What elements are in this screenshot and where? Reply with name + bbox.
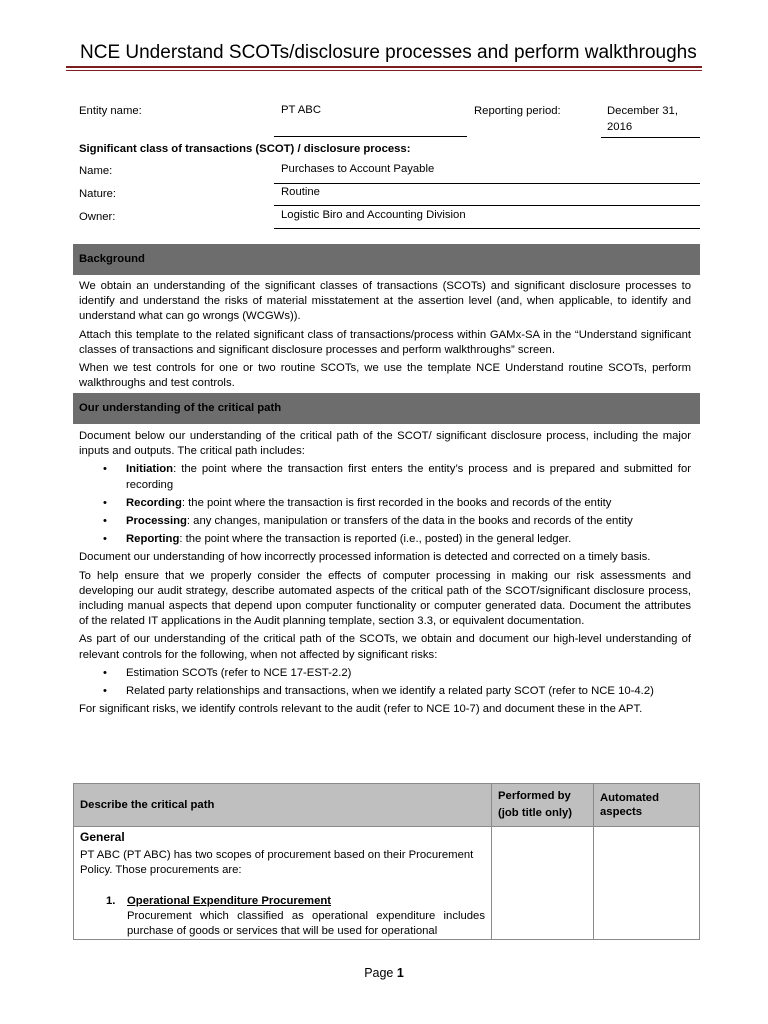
- item-title: Operational Expenditure Procurement: [127, 894, 332, 907]
- background-paragraph-3: When we test controls for one or two routine SCOTs, we use the template NCE Understand routine SCOTs, perform walkthroughs and test controls.: [79, 362, 691, 390]
- item-number: 1.: [106, 894, 116, 907]
- list-item: • Related party relationships and transactions, when we identify a related party SCOT (refer to NCE 10-4.2): [79, 684, 691, 699]
- critical-path-cell[interactable]: [74, 827, 492, 940]
- critical-path-list: [79, 462, 691, 547]
- entity-name-value: PT ABC: [281, 104, 321, 116]
- table-header-row: [74, 784, 700, 827]
- reporting-period-line2: 2016: [607, 120, 633, 133]
- reporting-period-label: Reporting period:: [474, 105, 561, 117]
- scot-owner-value: Logistic Biro and Accounting Division: [281, 209, 466, 221]
- scot-heading: Significant class of transactions (SCOT) / disclosure process:: [79, 143, 411, 155]
- background-paragraph-2: Attach this template to the related significant class of transactions/process within GAMx-SA in the “Understand significant classes of transactions and significant disclosure processes and perform walkthroughs” screen.: [79, 328, 691, 356]
- background-paragraph-1: We obtain an understanding of the significant classes of transactions (SCOTs) and significant disclosure processes to identify and understand the risks of material misstatement at the assertion level (and, when applicable, to identify and understand what can go wrongs (WCGWs)).: [79, 280, 691, 323]
- critical-path-section: [79, 429, 691, 720]
- relevant-controls-paragraph: As part of our understanding of the critical path of the SCOTs, we obtain and document our high-level understanding of relevant controls for the following, when not affected by significant risks:: [79, 633, 691, 661]
- detect-paragraph: Document our understanding of how incorrectly processed information is detected and corrected on a timely basis.: [79, 551, 651, 564]
- general-text: PT ABC (PT ABC) has two scopes of procurement based on their Procurement Policy. Those procurements are:: [80, 849, 474, 877]
- list-item: • Initiation: the point where the transaction first enters the entity’s process and is prepared and submitted for recording: [79, 462, 691, 492]
- critical-path-intro: Document below our understanding of the critical path of the SCOT/ significant disclosure process, including the major inputs and outputs. The critical path includes:: [79, 430, 691, 458]
- critical-path-table: [73, 783, 700, 940]
- list-item: • Processing: any changes, manipulation or transfers of the data in the books and records of the entity: [79, 514, 691, 529]
- list-item: • Reporting: the point where the transaction is reported (i.e., posted) in the general ledger.: [79, 532, 691, 547]
- scot-owner-field[interactable]: [274, 209, 700, 229]
- scot-nature-field[interactable]: [274, 186, 700, 206]
- page-label: Page: [364, 966, 397, 980]
- scot-nature-label: Nature:: [79, 188, 117, 200]
- relevant-controls-list: [79, 666, 691, 699]
- performed-by-cell[interactable]: [492, 827, 594, 940]
- entity-name-field[interactable]: [274, 104, 467, 137]
- scot-name-field[interactable]: [274, 163, 700, 184]
- computer-processing-paragraph: To help ensure that we properly consider the effects of computer processing in making our risk assessments and developing our audit strategy, describe automated aspects of the critical path of the SCOT/significant disclosure process, including manual aspects that depend upon computer functionality or computer generated data. Document the attributes of the related IT applications in the Audit planning template, section 3.3, or equivalent documentation.: [79, 569, 691, 628]
- general-heading: General: [80, 830, 125, 844]
- entity-name-label: Entity name:: [79, 105, 142, 117]
- background-section: [79, 279, 691, 394]
- critical-path-heading: Our understanding of the critical path: [73, 393, 700, 424]
- header-rule: [66, 66, 702, 71]
- list-item: [80, 894, 485, 939]
- background-heading: Background: [73, 244, 700, 275]
- page-number: [0, 966, 768, 980]
- scot-name-value: Purchases to Account Payable: [281, 163, 435, 175]
- column-header-performed-by: Performed by (job title only): [492, 784, 594, 827]
- scot-nature-value: Routine: [281, 186, 320, 198]
- scot-owner-label: Owner:: [79, 211, 116, 223]
- list-item: • Recording: the point where the transaction is first recorded in the books and records of the entity: [79, 496, 691, 511]
- list-item: • Estimation SCOTs (refer to NCE 17-EST-2.2): [79, 666, 691, 681]
- page-title: NCE Understand SCOTs/disclosure processes and perform walkthroughs: [80, 42, 697, 63]
- reporting-period-line1: December 31,: [607, 105, 678, 117]
- significant-risks-paragraph: For significant risks, we identify controls relevant to the audit (refer to NCE 10-7) and document these in the APT.: [79, 703, 643, 716]
- table-row: [74, 827, 700, 940]
- scot-name-label: Name:: [79, 165, 113, 177]
- automated-aspects-cell[interactable]: [594, 827, 700, 940]
- column-header-describe: Describe the critical path: [74, 784, 492, 827]
- column-header-automated: Automated aspects: [594, 784, 700, 827]
- reporting-period-field[interactable]: [601, 104, 700, 138]
- item-text: Procurement which classified as operational expenditure includes purchase of goods or services that will be used for operational: [127, 909, 485, 938]
- page-number-value: 1: [396, 966, 404, 980]
